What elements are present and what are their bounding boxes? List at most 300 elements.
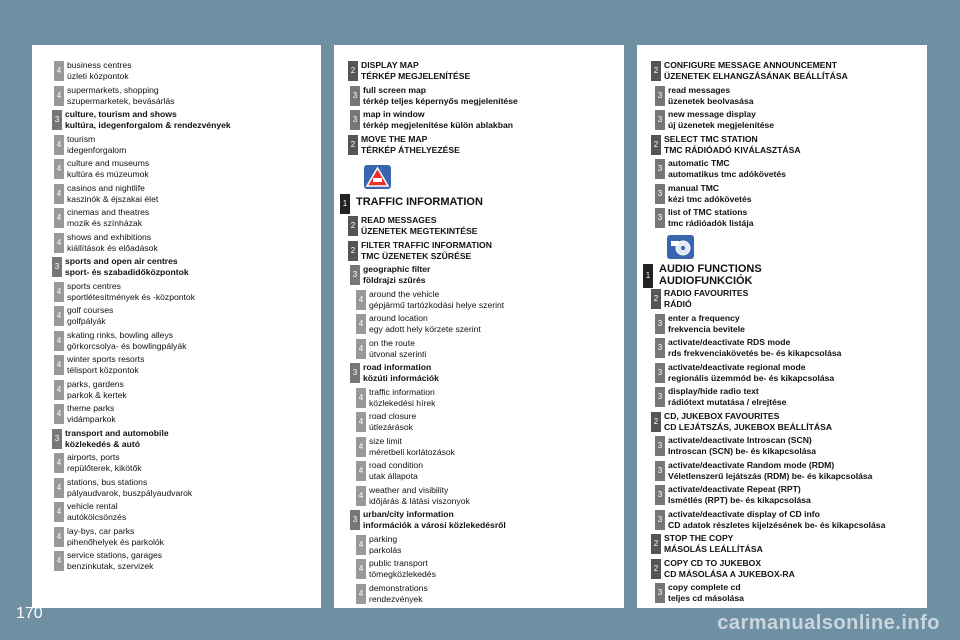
menu-entry bbox=[54, 526, 321, 549]
menu-entry bbox=[655, 207, 927, 230]
level-badge: 4 bbox=[54, 208, 64, 228]
level-badge: 2 bbox=[651, 534, 661, 554]
menu-entry-text bbox=[67, 60, 132, 83]
menu-entry bbox=[54, 305, 321, 328]
middle-column-panel bbox=[334, 45, 624, 608]
level-badge: 4 bbox=[356, 559, 366, 579]
menu-entry-text bbox=[361, 215, 478, 238]
menu-entry-text bbox=[369, 558, 436, 581]
entry-label-hu: regionális üzemmód be- és kikapcsolása bbox=[668, 372, 835, 383]
entry-label-hu: közlekedési hírek bbox=[369, 397, 436, 408]
menu-list-col3-top bbox=[651, 60, 927, 232]
menu-entry-text bbox=[361, 60, 470, 83]
entry-label-hu: rendezvények bbox=[369, 593, 423, 604]
menu-entry-text bbox=[363, 362, 439, 385]
level-badge: 4 bbox=[356, 584, 366, 604]
entry-label-hu: pihenőhelyek és parkolók bbox=[67, 536, 164, 547]
level-badge: 3 bbox=[655, 208, 665, 228]
menu-entry bbox=[350, 85, 624, 108]
entry-label-hu: parkok & kertek bbox=[67, 389, 127, 400]
menu-entry bbox=[54, 403, 321, 426]
left-column-panel bbox=[32, 45, 321, 608]
menu-entry-text bbox=[67, 501, 126, 524]
entry-label-en: read messages bbox=[668, 84, 731, 95]
menu-entry bbox=[350, 509, 624, 532]
menu-entry bbox=[356, 558, 624, 581]
level-badge: 4 bbox=[356, 437, 366, 457]
entry-label-en: new message display bbox=[668, 109, 756, 119]
entry-label-hu: mozik és színházak bbox=[67, 218, 142, 229]
entry-label-en: weather and visibility bbox=[369, 484, 449, 495]
entry-label-hu: CD MÁSOLÁSA A JUKEBOX-RA bbox=[664, 568, 795, 579]
menu-entry bbox=[655, 362, 927, 385]
level-badge: 4 bbox=[356, 486, 366, 506]
entry-label-en: tourism bbox=[67, 133, 96, 144]
entry-label-hu: szupermarketek, bevásárlás bbox=[67, 95, 175, 106]
entry-label-hu: pályaudvarok, buszpályaudvarok bbox=[67, 487, 193, 498]
menu-entry-text bbox=[369, 460, 423, 483]
entry-label-hu: automatikus tmc adókövetés bbox=[668, 169, 786, 180]
menu-entry-text bbox=[67, 452, 142, 475]
level-badge: 4 bbox=[54, 551, 64, 571]
level-badge: 4 bbox=[54, 404, 64, 424]
level-badge: 1 bbox=[643, 264, 653, 288]
menu-entry-text bbox=[67, 183, 158, 206]
level-badge: 3 bbox=[52, 110, 62, 130]
menu-entry-text bbox=[668, 85, 754, 108]
traffic-section-header bbox=[340, 165, 483, 214]
entry-label-en: manual TMC bbox=[668, 182, 720, 193]
entry-label-hu: ÜZENETEK MEGTEKINTÉSE bbox=[361, 226, 478, 237]
entry-label-en: display/hide radio text bbox=[668, 386, 759, 396]
menu-entry-text bbox=[664, 60, 848, 83]
entry-label-en: road closure bbox=[369, 411, 417, 421]
entry-label-en: golf courses bbox=[67, 305, 114, 315]
menu-entry bbox=[350, 362, 624, 385]
menu-entry bbox=[54, 207, 321, 230]
entry-label-hu: térkép megjelenítése külön ablakban bbox=[363, 120, 513, 131]
entry-label-hu: tmc rádióadók listája bbox=[668, 218, 754, 229]
menu-entry-text bbox=[67, 85, 174, 108]
menu-entry-text bbox=[67, 232, 158, 255]
level-badge: 4 bbox=[54, 355, 64, 375]
section-title-audio-hu: AUDIOFUNKCIÓK bbox=[659, 275, 753, 287]
menu-entry-text bbox=[369, 338, 426, 361]
entry-label-en: winter sports resorts bbox=[67, 354, 145, 364]
level-badge: 4 bbox=[356, 535, 366, 555]
menu-entry bbox=[54, 477, 321, 500]
entry-label-hu: RÁDIÓ bbox=[664, 299, 692, 310]
entry-label-en: RADIO FAVOURITES bbox=[664, 288, 749, 298]
entry-label-en: on the route bbox=[369, 337, 415, 348]
level-badge: 4 bbox=[54, 478, 64, 498]
level-badge: 2 bbox=[348, 135, 358, 155]
level-badge: 3 bbox=[52, 257, 62, 277]
entry-label-en: full screen map bbox=[363, 84, 427, 95]
level-badge: 3 bbox=[655, 314, 665, 334]
level-badge: 3 bbox=[655, 338, 665, 358]
page-number: 170 bbox=[16, 605, 43, 622]
entry-label-en: enter a frequency bbox=[668, 312, 740, 323]
menu-entry-text bbox=[664, 288, 748, 311]
menu-entry bbox=[348, 134, 624, 157]
menu-entry-text bbox=[668, 337, 841, 360]
level-badge: 3 bbox=[350, 510, 360, 530]
menu-entry bbox=[54, 550, 321, 573]
audio-functions-icon bbox=[667, 235, 694, 259]
entry-label-en: parking bbox=[369, 533, 398, 544]
entry-label-en: vehicle rental bbox=[67, 501, 118, 511]
level-badge: 4 bbox=[356, 388, 366, 408]
audio-section-header bbox=[643, 235, 762, 288]
entry-label-hu: méretbeli korlátozások bbox=[369, 446, 455, 457]
menu-entry-text bbox=[369, 289, 504, 312]
menu-entry bbox=[52, 428, 321, 451]
entry-label-en: business centres bbox=[67, 60, 132, 70]
menu-entry-text bbox=[363, 109, 513, 132]
entry-label-en: shows and exhibitions bbox=[67, 231, 152, 242]
entry-label-hu: CD LEJÁTSZÁS, JUKEBOX BEÁLLÍTÁSA bbox=[664, 421, 833, 432]
level-badge: 4 bbox=[54, 233, 64, 253]
entry-label-en: size limit bbox=[369, 435, 402, 446]
menu-entry bbox=[54, 501, 321, 524]
entry-label-hu: parkolás bbox=[369, 544, 402, 555]
level-badge: 4 bbox=[54, 61, 64, 81]
menu-entry-text bbox=[369, 534, 401, 557]
menu-entry bbox=[655, 313, 927, 336]
menu-entry bbox=[54, 134, 321, 157]
entry-label-hu: új üzenetek megjelenítése bbox=[668, 120, 775, 131]
entry-label-hu: utak állapota bbox=[369, 471, 418, 482]
menu-entry bbox=[651, 533, 927, 556]
menu-list-col1 bbox=[54, 60, 321, 575]
level-badge: 4 bbox=[54, 159, 64, 179]
entry-label-hu: repülőterek, kikötők bbox=[67, 463, 142, 474]
entry-label-hu: teljes cd másolása bbox=[668, 593, 744, 604]
menu-entry-text bbox=[67, 526, 164, 549]
menu-entry-text bbox=[361, 134, 460, 157]
menu-entry-text bbox=[67, 550, 162, 573]
menu-entry-text bbox=[369, 411, 416, 434]
menu-entry-text bbox=[668, 362, 834, 385]
menu-entry bbox=[356, 534, 624, 557]
menu-entry bbox=[350, 109, 624, 132]
level-badge: 3 bbox=[655, 86, 665, 106]
entry-label-en: STOP THE COPY bbox=[664, 533, 734, 543]
entry-label-hu: útlezárások bbox=[369, 422, 413, 433]
level-badge: 2 bbox=[348, 61, 358, 81]
menu-entry bbox=[655, 582, 927, 605]
menu-entry bbox=[651, 134, 927, 157]
menu-entry bbox=[54, 281, 321, 304]
entry-label-hu: sport- és szabadidőközpontok bbox=[65, 267, 189, 278]
level-badge: 3 bbox=[655, 510, 665, 530]
menu-entry-text bbox=[668, 582, 744, 605]
menu-entry-text bbox=[369, 485, 470, 508]
menu-entry bbox=[651, 288, 927, 311]
menu-entry bbox=[356, 387, 624, 410]
menu-entry-text bbox=[668, 183, 752, 206]
entry-label-en: MOVE THE MAP bbox=[361, 133, 428, 144]
menu-entry-text bbox=[67, 281, 195, 304]
level-badge: 4 bbox=[54, 306, 64, 326]
menu-entry bbox=[348, 240, 624, 263]
entry-label-hu: sportlétesítmények és -központok bbox=[67, 291, 196, 302]
menu-entry bbox=[54, 183, 321, 206]
traffic-info-icon bbox=[364, 165, 391, 189]
entry-label-en: activate/deactivate Random mode (RDM) bbox=[668, 459, 835, 470]
level-badge: 3 bbox=[655, 110, 665, 130]
entry-label-en: SELECT TMC STATION bbox=[664, 133, 758, 144]
entry-label-hu: rádiótext mutatása / elrejtése bbox=[668, 397, 787, 408]
menu-entry-text bbox=[361, 240, 492, 263]
level-badge: 2 bbox=[651, 61, 661, 81]
entry-label-hu: CD adatok részletes kijelzésének be- és kikapcsolása bbox=[668, 519, 886, 530]
menu-entry bbox=[655, 158, 927, 181]
entry-label-hu: üzenetek beolvasása bbox=[668, 95, 754, 106]
menu-entry-text bbox=[67, 379, 127, 402]
entry-label-en: airports, ports bbox=[67, 452, 120, 462]
entry-label-en: public transport bbox=[369, 558, 428, 568]
menu-entry bbox=[655, 183, 927, 206]
entry-label-en: around the vehicle bbox=[369, 288, 440, 299]
entry-label-en: culture, tourism and shows bbox=[65, 109, 177, 119]
menu-entry bbox=[356, 313, 624, 336]
menu-entry-text bbox=[664, 533, 763, 556]
menu-entry bbox=[655, 435, 927, 458]
entry-label-hu: idegenforgalom bbox=[67, 144, 127, 155]
menu-entry-text bbox=[668, 158, 786, 181]
level-badge: 3 bbox=[655, 184, 665, 204]
entry-label-en: copy complete cd bbox=[668, 582, 741, 592]
entry-label-hu: egy adott hely körzete szerint bbox=[369, 324, 481, 335]
menu-entry-text bbox=[67, 134, 126, 157]
level-badge: 2 bbox=[651, 135, 661, 155]
menu-entry bbox=[356, 485, 624, 508]
entry-label-en: list of TMC stations bbox=[668, 207, 748, 217]
level-badge: 4 bbox=[54, 282, 64, 302]
menu-entry bbox=[350, 264, 624, 287]
level-badge: 3 bbox=[655, 159, 665, 179]
level-badge: 3 bbox=[52, 429, 62, 449]
menu-entry bbox=[54, 379, 321, 402]
entry-label-en: DISPLAY MAP bbox=[361, 60, 419, 70]
menu-entry-text bbox=[65, 109, 231, 132]
menu-entry bbox=[348, 215, 624, 238]
menu-entry bbox=[356, 460, 624, 483]
entry-label-hu: információk a városi közlekedésről bbox=[363, 520, 506, 531]
menu-entry-text bbox=[65, 256, 189, 279]
menu-entry bbox=[54, 452, 321, 475]
menu-entry bbox=[356, 411, 624, 434]
entry-label-en: lay-bys, car parks bbox=[67, 525, 135, 536]
menu-entry-text bbox=[369, 583, 428, 606]
entry-label-hu: kultúra, idegenforgalom & rendezvények bbox=[65, 120, 231, 131]
entry-label-en: theme parks bbox=[67, 403, 115, 413]
entry-label-en: READ MESSAGES bbox=[361, 215, 437, 225]
menu-entry bbox=[651, 411, 927, 434]
entry-label-hu: Ismétlés (RPT) be- és kikapcsolása bbox=[668, 495, 811, 506]
entry-label-en: skating rinks, bowling alleys bbox=[67, 329, 174, 340]
entry-label-en: FILTER TRAFFIC INFORMATION bbox=[361, 239, 492, 250]
menu-entry-text bbox=[65, 428, 169, 451]
entry-label-en: activate/deactivate regional mode bbox=[668, 361, 806, 372]
level-badge: 3 bbox=[350, 110, 360, 130]
entry-label-hu: kaszinók & éjszakai élet bbox=[67, 193, 159, 204]
level-badge: 4 bbox=[356, 412, 366, 432]
entry-label-hu: Introscan (SCN) be- és kikapcsolása bbox=[668, 446, 817, 457]
menu-entry bbox=[356, 583, 624, 606]
entry-label-en: transport and automobile bbox=[65, 427, 169, 438]
section-title-traffic: TRAFFIC INFORMATION bbox=[356, 196, 483, 208]
entry-label-en: culture and museums bbox=[67, 158, 150, 168]
menu-entry bbox=[52, 109, 321, 132]
level-badge: 4 bbox=[54, 527, 64, 547]
entry-label-en: map in window bbox=[363, 109, 425, 119]
entry-label-hu: kultúra és múzeumok bbox=[67, 169, 149, 180]
menu-entry bbox=[655, 460, 927, 483]
level-badge: 4 bbox=[356, 314, 366, 334]
menu-entry-text bbox=[664, 134, 801, 157]
menu-entry-text bbox=[668, 435, 816, 458]
entry-label-hu: kézi tmc adókövetés bbox=[668, 193, 752, 204]
entry-label-en: supermarkets, shopping bbox=[67, 84, 159, 95]
entry-label-en: sports and open air centres bbox=[65, 256, 178, 266]
level-badge: 4 bbox=[54, 453, 64, 473]
entry-label-hu: golfpályák bbox=[67, 316, 106, 327]
entry-label-en: activate/deactivate RDS mode bbox=[668, 337, 791, 347]
entry-label-en: stations, bus stations bbox=[67, 476, 148, 487]
entry-label-en: traffic information bbox=[369, 386, 435, 397]
menu-entry bbox=[356, 436, 624, 459]
entry-label-hu: autókölcsönzés bbox=[67, 512, 127, 523]
menu-entry-text bbox=[664, 558, 795, 581]
menu-entry-text bbox=[363, 85, 518, 108]
menu-entry-text bbox=[67, 354, 144, 377]
level-badge: 1 bbox=[340, 194, 350, 214]
entry-label-hu: üzleti központok bbox=[67, 71, 129, 82]
entry-label-en: CONFIGURE MESSAGE ANNOUNCEMENT bbox=[664, 60, 837, 70]
menu-entry bbox=[54, 232, 321, 255]
menu-entry bbox=[655, 386, 927, 409]
level-badge: 4 bbox=[54, 135, 64, 155]
entry-label-hu: gépjármű tartózkodási helye szerint bbox=[369, 299, 505, 310]
menu-entry bbox=[54, 330, 321, 353]
watermark-text: carmanualsonline.info bbox=[717, 612, 940, 634]
entry-label-hu: vidámparkok bbox=[67, 414, 116, 425]
entry-label-hu: útvonal szerinti bbox=[369, 348, 427, 359]
entry-label-hu: tömegközlekedés bbox=[369, 569, 436, 580]
entry-label-hu: közúti információk bbox=[363, 373, 439, 384]
level-badge: 3 bbox=[655, 387, 665, 407]
level-badge: 2 bbox=[348, 241, 358, 261]
menu-entry bbox=[655, 109, 927, 132]
menu-entry-text bbox=[67, 207, 149, 230]
menu-entry-text bbox=[363, 264, 430, 287]
menu-entry bbox=[52, 256, 321, 279]
menu-entry bbox=[54, 158, 321, 181]
right-column-panel bbox=[637, 45, 927, 608]
entry-label-hu: görkorcsolya- és bowlingpályák bbox=[67, 340, 187, 351]
menu-entry-text bbox=[363, 509, 506, 532]
entry-label-en: activate/deactivate display of CD info bbox=[668, 508, 820, 519]
entry-label-hu: Véletlenszerű lejátszás (RDM) be- és kikapcsolása bbox=[668, 470, 873, 481]
entry-label-hu: földrajzi szűrés bbox=[363, 275, 426, 286]
level-badge: 2 bbox=[651, 559, 661, 579]
entry-label-en: cinemas and theatres bbox=[67, 207, 150, 217]
menu-entry bbox=[54, 60, 321, 83]
level-badge: 3 bbox=[655, 436, 665, 456]
level-badge: 3 bbox=[655, 363, 665, 383]
entry-label-en: road information bbox=[363, 362, 432, 372]
menu-entry-text bbox=[369, 387, 435, 410]
entry-label-hu: TMC ÜZENETEK SZŰRÉSE bbox=[361, 250, 472, 261]
level-badge: 4 bbox=[356, 461, 366, 481]
entry-label-hu: közlekedés & autó bbox=[65, 438, 140, 449]
level-badge: 4 bbox=[356, 339, 366, 359]
level-badge: 4 bbox=[54, 86, 64, 106]
level-badge: 4 bbox=[356, 290, 366, 310]
level-badge: 2 bbox=[651, 289, 661, 309]
menu-entry-text bbox=[67, 477, 192, 500]
menu-entry bbox=[651, 60, 927, 83]
entry-label-en: automatic TMC bbox=[668, 158, 730, 168]
level-badge: 2 bbox=[651, 412, 661, 432]
level-badge: 3 bbox=[350, 363, 360, 383]
entry-label-en: COPY CD TO JUKEBOX bbox=[664, 557, 762, 568]
entry-label-en: parks, gardens bbox=[67, 378, 124, 389]
entry-label-hu: rds frekvenciakövetés be- és kikapcsolása bbox=[668, 348, 842, 359]
entry-label-en: sports centres bbox=[67, 280, 121, 291]
menu-entry-text bbox=[369, 313, 481, 336]
level-badge: 3 bbox=[350, 265, 360, 285]
level-badge: 4 bbox=[54, 502, 64, 522]
entry-label-hu: TÉRKÉP MEGJELENÍTÉSE bbox=[361, 71, 471, 82]
menu-entry-text bbox=[67, 305, 113, 328]
menu-entry bbox=[356, 289, 624, 312]
menu-entry bbox=[655, 85, 927, 108]
level-badge: 3 bbox=[655, 461, 665, 481]
menu-entry-text bbox=[668, 460, 872, 483]
menu-entry-text bbox=[668, 509, 885, 532]
menu-entry-text bbox=[664, 411, 832, 434]
menu-entry-text bbox=[67, 330, 186, 353]
level-badge: 2 bbox=[348, 216, 358, 236]
menu-entry-text bbox=[67, 403, 116, 426]
menu-entry bbox=[651, 558, 927, 581]
entry-label-hu: benzinkutak, szervizek bbox=[67, 561, 154, 572]
entry-label-en: service stations, garages bbox=[67, 550, 163, 560]
menu-list-col2 bbox=[348, 215, 624, 607]
menu-list-col2-top bbox=[348, 60, 624, 158]
entry-label-hu: TMC RÁDIÓADÓ KIVÁLASZTÁSA bbox=[664, 144, 801, 155]
menu-entry bbox=[655, 484, 927, 507]
entry-label-en: around location bbox=[369, 313, 428, 323]
entry-label-hu: kiállítások és előadások bbox=[67, 242, 158, 253]
menu-list-col3 bbox=[651, 288, 927, 607]
entry-label-en: activate/deactivate Repeat (RPT) bbox=[668, 484, 801, 494]
level-badge: 3 bbox=[655, 485, 665, 505]
entry-label-hu: MÁSOLÁS LEÁLLÍTÁSA bbox=[664, 544, 763, 555]
menu-entry-text bbox=[369, 436, 455, 459]
entry-label-en: urban/city information bbox=[363, 509, 454, 519]
entry-label-hu: télisport központok bbox=[67, 365, 139, 376]
level-badge: 4 bbox=[54, 380, 64, 400]
entry-label-hu: ÜZENETEK ELHANGZÁSÁNAK BEÁLLÍTÁSA bbox=[664, 71, 848, 82]
entry-label-hu: TÉRKÉP ÁTHELYEZÉSE bbox=[361, 144, 460, 155]
menu-entry-text bbox=[668, 386, 786, 409]
level-badge: 4 bbox=[54, 331, 64, 351]
